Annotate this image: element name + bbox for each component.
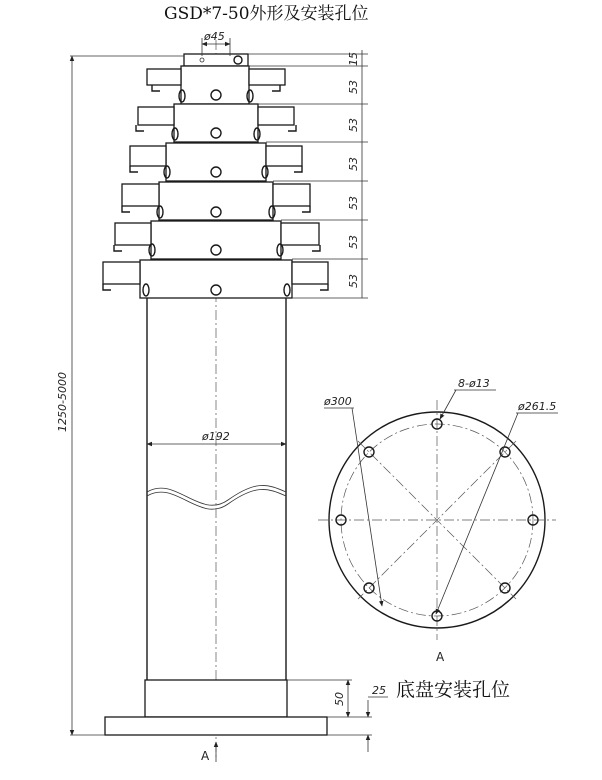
base-plate (105, 717, 327, 735)
dim-tier-1: 53 (347, 80, 360, 94)
drawing-title: GSD*7-50外形及安装孔位 (164, 4, 369, 24)
telescopic-tier-6 (103, 260, 328, 298)
section-mark-plan: A (436, 650, 445, 664)
base-plan-view (318, 377, 558, 701)
dim-base-height: 50 (333, 692, 346, 706)
telescopic-tier-1 (147, 66, 285, 104)
dim-outer-diameter: ø300 (324, 395, 352, 408)
telescopic-tier-3 (130, 143, 302, 181)
dim-tier-3: 53 (347, 157, 360, 171)
dim-tier-2: 53 (347, 118, 360, 132)
bolt-hole (364, 447, 374, 457)
side-elevation (103, 40, 328, 760)
dim-tier-6: 53 (347, 274, 360, 288)
dim-top-hole: ø45 (204, 30, 225, 43)
dim-pitch-circle: ø261.5 (518, 400, 557, 413)
dim-bolt-holes: 8-ø13 (458, 377, 490, 390)
dim-base-plate: 25 (372, 684, 386, 697)
dim-overall-height: 1250-5000 (56, 372, 69, 432)
column-base (145, 680, 287, 717)
dim-tier-top: 15 (347, 52, 360, 66)
telescopic-tier-4 (122, 182, 310, 220)
section-mark-bottom: A (201, 749, 210, 763)
dim-tier-5: 53 (347, 235, 360, 249)
dim-tier-4: 53 (347, 196, 360, 210)
dim-column-diameter: ø192 (202, 430, 230, 443)
base-caption: 底盘安装孔位 (396, 679, 511, 701)
telescopic-tier-5 (114, 221, 320, 259)
telescopic-tier-2 (136, 104, 296, 142)
main-column (147, 298, 286, 680)
